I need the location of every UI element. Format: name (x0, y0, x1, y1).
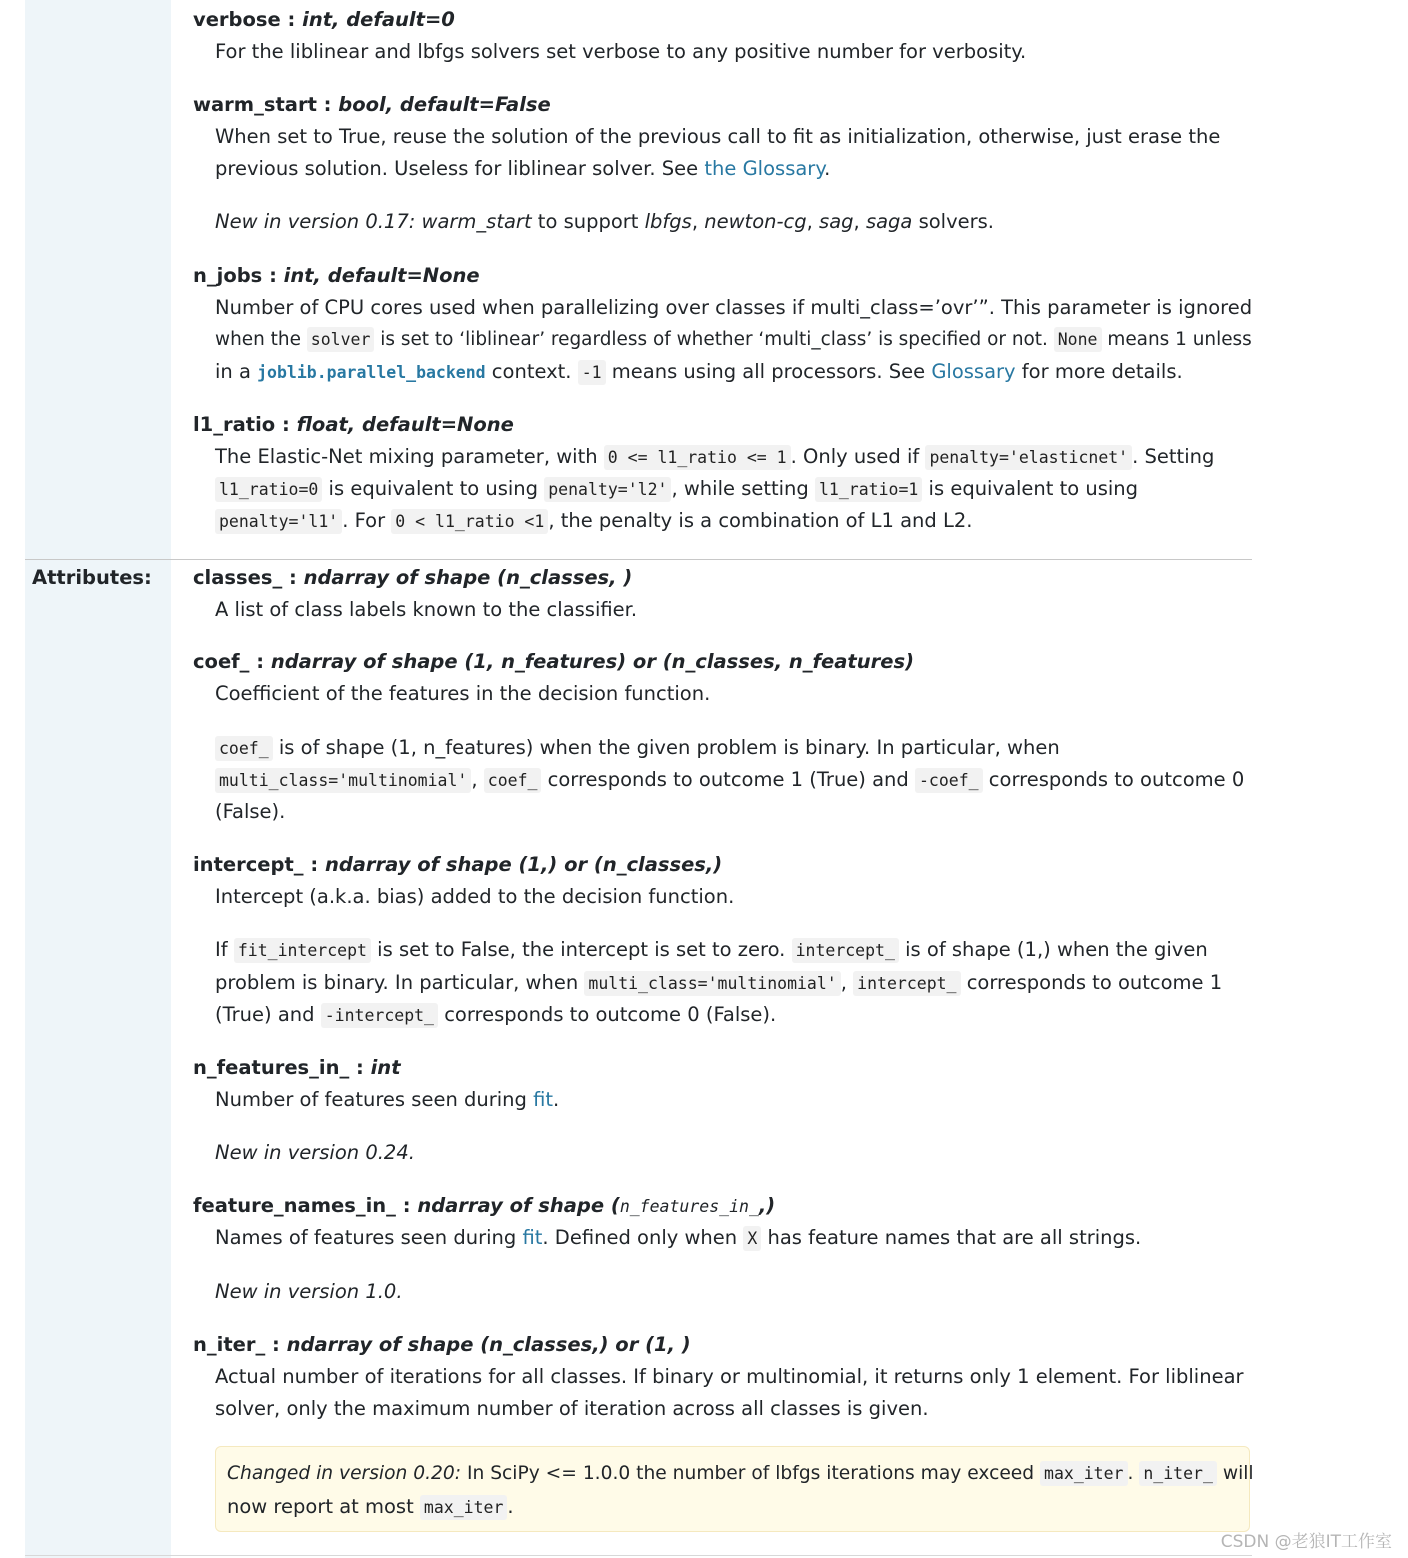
param-l1-ratio-header (193, 409, 514, 441)
param-type: int, default=0 (302, 8, 455, 31)
attr-n-features-in-desc (215, 1084, 559, 1116)
text-run: If (215, 938, 234, 961)
text-run: lbfgs (644, 210, 692, 233)
param-name: warm_start (193, 93, 317, 116)
param-l1-ratio-desc-line2 (215, 473, 1138, 506)
attr-type: ,) (758, 1194, 776, 1217)
attributes-section-label: Attributes: (32, 566, 152, 589)
param-type: float, default=None (296, 413, 514, 436)
text-run: is equivalent to using (922, 477, 1139, 500)
attr-intercept-header (193, 849, 722, 881)
text-run: problem is binary. In particular, when (215, 971, 585, 994)
attr-n-iter-desc-line2: solver, only the maximum number of iteration across all classes is given. (215, 1397, 929, 1420)
attr-n-features-in-version: New in version 0.24. (215, 1141, 415, 1164)
attr-intercept-desc: Intercept (a.k.a. bias) added to the decision function. (215, 885, 735, 908)
attr-coef-para-line3: (False). (215, 800, 286, 823)
attr-sep: : (349, 1056, 371, 1079)
text-run: Names of features seen during (215, 1226, 523, 1249)
param-name: l1_ratio (193, 413, 276, 436)
text-run: corresponds to outcome 1 (True) and (541, 768, 915, 791)
text-run: . (507, 1495, 514, 1518)
attr-classes-desc: A list of class labels known to the classifier. (215, 598, 638, 621)
attr-type: ndarray of shape (1, n_features) or (n_classes, n_features) (270, 650, 914, 673)
attr-coef-header (193, 646, 914, 678)
text-run: . (824, 157, 831, 180)
text-run: means 1 unless (1101, 329, 1252, 350)
text-run: sag (819, 210, 854, 233)
text-run: . (553, 1088, 560, 1111)
code-x: X (743, 1226, 761, 1251)
param-n-jobs-header (193, 260, 480, 292)
field-list-label-column (25, 0, 171, 1558)
text-run: corresponds to outcome 1 (960, 971, 1223, 994)
text-run: is of shape (1,) when the given (898, 938, 1208, 961)
code-penalty-l2: penalty='l2' (544, 477, 671, 502)
attr-sep: : (395, 1194, 418, 1217)
version-label: New in version 0.17: (215, 210, 422, 233)
code-multinomial: multi_class='multinomial' (584, 971, 840, 996)
text-run: , (691, 210, 705, 233)
param-warm-start-header (193, 89, 551, 121)
param-name: verbose (193, 8, 281, 31)
param-name: n_jobs (193, 264, 263, 287)
param-sep: : (316, 93, 339, 116)
attr-name: feature_names_in_ (193, 1194, 396, 1217)
attr-intercept-para-line2 (215, 967, 1222, 1000)
text-run: , while setting (671, 477, 815, 500)
code-fit-intercept: fit_intercept (234, 938, 371, 963)
text-run: is equivalent to using (322, 477, 545, 500)
text-run: The Elastic-Net mixing parameter, with (215, 445, 604, 468)
param-warm-start-desc-line1: When set to True, reuse the solution of the previous call to fit as initialization, otherwise, just erase the (215, 125, 1221, 148)
attr-coef-para-line1 (215, 732, 1060, 765)
fit-link[interactable]: fit (533, 1088, 554, 1111)
text-run: is of shape (1, n_features) when the given problem is binary. In particular, when (272, 736, 1060, 759)
param-verbose-desc: For the liblinear and lbfgs solvers set verbose to any positive number for verbosity. (215, 40, 1027, 63)
attr-sep: : (303, 853, 325, 876)
param-warm-start-desc-line2 (215, 153, 830, 185)
attr-type: ndarray of shape (n_classes, ) (303, 566, 633, 589)
code-range: 0 <= l1_ratio <= 1 (604, 445, 791, 470)
attr-n-iter-header (193, 1329, 691, 1361)
text-run: for more details. (1015, 360, 1183, 383)
attr-classes-header (193, 562, 632, 594)
param-n-jobs-desc-line2 (215, 324, 1252, 356)
code-intercept: intercept_ (853, 971, 960, 996)
text-run: solvers. (912, 210, 994, 233)
text-run: corresponds to outcome 0 (False). (438, 1003, 777, 1026)
attr-name: classes_ (193, 566, 283, 589)
code-neg-intercept: -intercept_ (321, 1003, 438, 1028)
attr-type: ndarray of shape (n_classes,) or (1, ) (286, 1333, 691, 1356)
text-run: to support (531, 210, 645, 233)
attr-feature-names-in-desc (215, 1222, 1141, 1255)
attr-intercept-para-line1 (215, 934, 1208, 967)
code-multinomial: multi_class='multinomial' (215, 768, 471, 793)
code-max-iter: max_iter (420, 1495, 507, 1520)
attr-name: n_iter_ (193, 1333, 266, 1356)
attr-sep: : (282, 566, 304, 589)
text-run: . Only used if (790, 445, 926, 468)
code-l1-ratio-0: l1_ratio=0 (215, 477, 322, 502)
text-run: . Setting (1132, 445, 1215, 468)
text-run: is set to ‘liblinear’ regardless of whether ‘multi_class’ is specified or not. (374, 329, 1054, 350)
watermark: CSDN @老狼IT工作室 (1220, 1532, 1392, 1552)
attr-type: int (370, 1056, 401, 1079)
attr-n-iter-desc-line1: Actual number of iterations for all classes. If binary or multinomial, it returns only 1 element. For liblinear (215, 1365, 1244, 1388)
text-run: is set to False, the intercept is set to zero. (370, 938, 792, 961)
text-run: saga (865, 210, 913, 233)
code-solver: solver (307, 327, 375, 352)
text-run: has feature names that are all strings. (761, 1226, 1142, 1249)
text-run: in a (215, 360, 258, 383)
code-neg-coef: -coef_ (915, 768, 983, 793)
attr-intercept-para-line3 (215, 999, 776, 1032)
attr-name: intercept_ (193, 853, 304, 876)
param-verbose-header (193, 4, 455, 36)
code-coef: coef_ (215, 736, 273, 761)
attr-type-mono: n_features_in_ (619, 1197, 759, 1216)
attr-type: ndarray of shape (1,) or (n_classes,) (324, 853, 723, 876)
text-run: corresponds to outcome 0 (982, 768, 1245, 791)
versionchanged-note-line2 (227, 1491, 514, 1524)
text-run: newton-cg (704, 210, 807, 233)
code-penalty-l1: penalty='l1' (215, 509, 342, 534)
code-none: None (1054, 327, 1102, 352)
param-n-jobs-desc-line1: Number of CPU cores used when parallelizing over classes if multi_class=’ovr’”. This parameter is ignored (215, 296, 1253, 319)
code-n-iter: n_iter_ (1139, 1461, 1217, 1486)
text-run: when the (215, 329, 307, 350)
attr-sep: : (249, 650, 271, 673)
param-l1-ratio-desc-line3 (215, 505, 972, 538)
param-type: int, default=None (283, 264, 480, 287)
param-type: bool, default=False (338, 93, 551, 116)
glossary-link[interactable]: the Glossary (704, 157, 825, 180)
fit-link[interactable]: fit (522, 1226, 543, 1249)
code-minus-one: -1 (578, 360, 606, 385)
attr-n-features-in-header (193, 1052, 401, 1084)
joblib-parallel-backend-link[interactable] (257, 360, 485, 383)
text-run: , the penalty is a combination of L1 and L2. (548, 509, 973, 532)
code-open-range: 0 < l1_ratio <1 (391, 509, 548, 534)
text-run: , (806, 210, 820, 233)
code-joblib: joblib.parallel_backend (257, 363, 486, 382)
param-warm-start-versionadded (215, 206, 994, 238)
code-l1-ratio-1: l1_ratio=1 (815, 477, 922, 502)
versionchanged-note-line1 (227, 1458, 1254, 1490)
text-run: In SciPy <= 1.0.0 the number of lbfgs iterations may exceed (461, 1463, 1041, 1484)
attr-coef-desc: Coefficient of the features in the decision function. (215, 682, 711, 705)
text-run: will (1216, 1463, 1254, 1484)
param-sep: : (280, 8, 303, 31)
text-run: now report at most (227, 1495, 420, 1518)
bottom-divider (25, 1555, 1252, 1556)
param-sep: : (275, 413, 297, 436)
code-penalty-elasticnet: penalty='elasticnet' (925, 445, 1132, 470)
glossary-link[interactable]: Glossary (931, 360, 1016, 383)
attr-feature-names-in-version: New in version 1.0. (215, 1280, 403, 1303)
text-run: previous solution. Useless for liblinear solver. See (215, 157, 705, 180)
attr-sep: : (265, 1333, 287, 1356)
text-run: (True) and (215, 1003, 321, 1026)
attr-name: n_features_in_ (193, 1056, 350, 1079)
param-sep: : (262, 264, 284, 287)
code-max-iter: max_iter (1040, 1461, 1127, 1486)
text-run: , (853, 210, 866, 233)
attr-type: ndarray of shape ( (417, 1194, 620, 1217)
text-run: . Defined only when (542, 1226, 744, 1249)
attr-name: coef_ (193, 650, 250, 673)
text-run: . For (342, 509, 392, 532)
param-n-jobs-desc-line3 (215, 356, 1183, 389)
text-run: Number of features seen during (215, 1088, 534, 1111)
code-coef: coef_ (484, 768, 542, 793)
text-run: warm_start (421, 210, 532, 233)
attr-feature-names-in-header (193, 1190, 775, 1223)
text-run: . (1127, 1463, 1140, 1484)
version-label: Changed in version 0.20: (227, 1463, 462, 1484)
section-divider (25, 559, 1252, 560)
text-run: , (471, 768, 484, 791)
param-l1-ratio-desc-line1 (215, 441, 1214, 474)
text-run: means using all processors. See (605, 360, 932, 383)
text-run: , (840, 971, 854, 994)
text-run: context. (485, 360, 578, 383)
attr-coef-para-line2 (215, 764, 1244, 797)
code-intercept: intercept_ (792, 938, 899, 963)
